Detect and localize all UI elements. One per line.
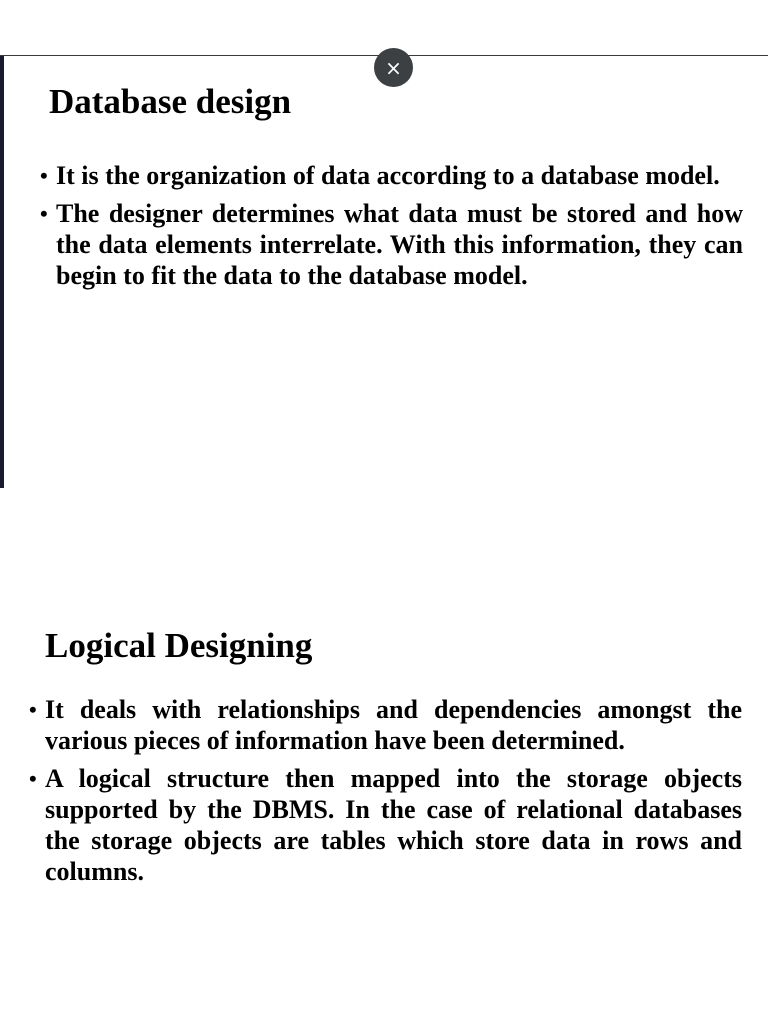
bullet-dot-icon: •: [40, 201, 48, 226]
bullet-item: [29, 694, 742, 756]
slide-title: Database design: [49, 82, 292, 121]
bullet-text: The designer determines what data must be stored and how the data elements interrelate. With this information, they can begin to fit the data to the database model.: [56, 199, 743, 290]
bullet-text: It is the organization of data according to a database model.: [56, 161, 720, 190]
slide-left-accent-bar: [0, 56, 4, 488]
close-button[interactable]: [374, 48, 413, 87]
bullet-list: [29, 694, 742, 894]
bullet-item: [40, 198, 743, 291]
close-icon: ×: [385, 55, 402, 80]
slide-title: Logical Designing: [45, 626, 313, 665]
bullet-dot-icon: •: [40, 163, 48, 188]
bullet-text: A logical structure then mapped into the storage objects supported by the DBMS. In the case of relational databases the storage objects are tables which store data in rows and columns.: [45, 764, 742, 886]
bullet-dot-icon: •: [29, 766, 37, 791]
bullet-text: It deals with relationships and dependencies amongst the various pieces of information have been determined.: [45, 695, 742, 755]
bullet-dot-icon: •: [29, 697, 37, 722]
bullet-list: [40, 160, 743, 298]
bullet-item: [40, 160, 743, 191]
bullet-item: [29, 763, 742, 887]
